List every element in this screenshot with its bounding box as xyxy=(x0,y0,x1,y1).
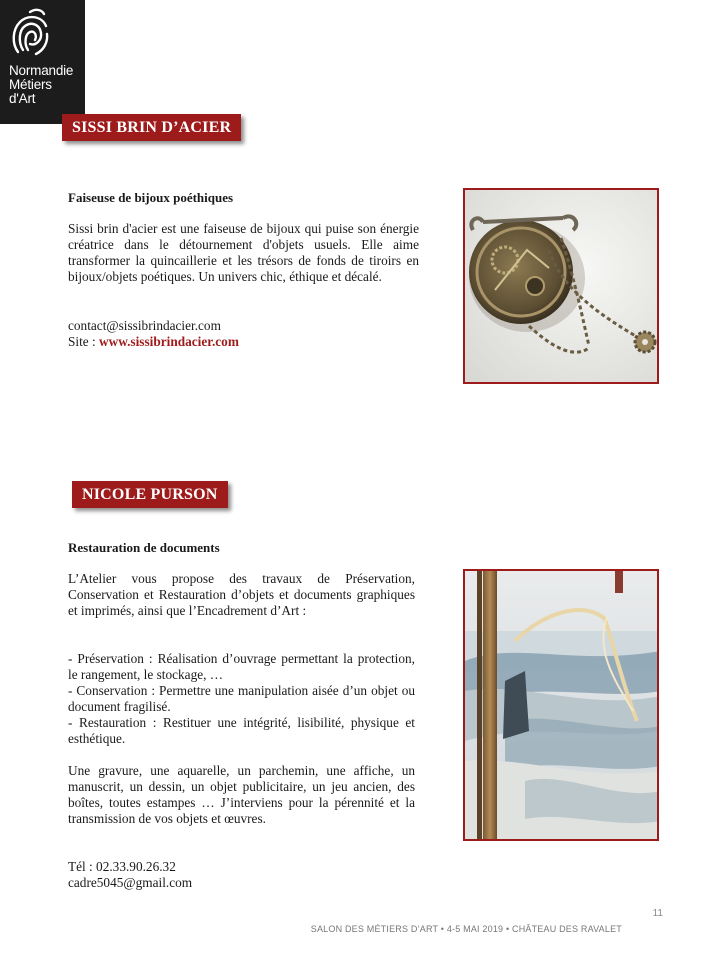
artist1-name-banner: SISSI BRIN D’ACIER xyxy=(62,114,241,141)
artist1-description: Sissi brin d'acier est une faiseuse de bijoux qui puise son énergie créatrice dans le détournement d'objets usuels. Elle aime transformer la quincaillerie et les trésors de fonds de tiroirs en bijoux/objets poétiques. Un univers chic, éthique et décalé. xyxy=(68,221,419,284)
artist2-item-preservation: - Préservation : Réalisation d’ouvrage permettant la protection, le rangement, le stockage, … xyxy=(68,651,415,682)
artist1-photo-watch-jewel xyxy=(463,188,659,384)
brand-line-2: Métiers xyxy=(9,77,52,92)
page-number: 11 xyxy=(652,908,663,919)
artist1-site-label: Site : xyxy=(68,334,100,349)
fingerprint-icon xyxy=(8,6,54,62)
artist2-item-conservation: - Conservation : Permettre une manipulation aisée d’un objet ou document fragilisé. xyxy=(68,683,415,714)
artist1-contact-email[interactable]: contact@sissibrindacier.com xyxy=(68,318,221,333)
artist1-subtitle: Faiseuse de bijoux poéthiques xyxy=(68,190,234,205)
artist2-subtitle: Restauration de documents xyxy=(68,540,220,555)
artist2-outro: Une gravure, une aquarelle, un parchemin, une affiche, un manuscrit, un dessin, un objet publicitaire, un jeu ancien, des boîtes, toutes estampes … J’interviens pour la pérennité et la transmission de vos objets et œuvres. xyxy=(68,763,415,826)
brand-line-1: Normandie xyxy=(9,63,74,78)
artist2-photo-watercolor xyxy=(463,569,659,841)
artist1-site-line xyxy=(68,334,239,350)
artist2-name-banner: NICOLE PURSON xyxy=(72,481,228,508)
artist1-site-link[interactable]: www.sissibrindacier.com xyxy=(99,334,239,349)
artist2-item-restauration: - Restauration : Restituer une intégrité, lisibilité, physique et esthétique. xyxy=(68,715,415,746)
artist2-intro: L’Atelier vous propose des travaux de Préservation, Conservation et Restauration d’objets et documents graphiques et imprimés, ainsi que l’Encadrement d’Art : xyxy=(68,571,415,618)
artist2-phone: Tél : 02.33.90.26.32 xyxy=(68,859,176,874)
brand-line-3: d'Art xyxy=(9,91,36,106)
footer-event-text: SALON DES MÉTIERS D’ART • 4-5 MAI 2019 • CHÂTEAU DES RAVALET xyxy=(310,924,622,934)
artist2-email[interactable]: cadre5045@gmail.com xyxy=(68,875,193,890)
brand-logo xyxy=(0,0,85,124)
brand-name xyxy=(9,64,73,106)
